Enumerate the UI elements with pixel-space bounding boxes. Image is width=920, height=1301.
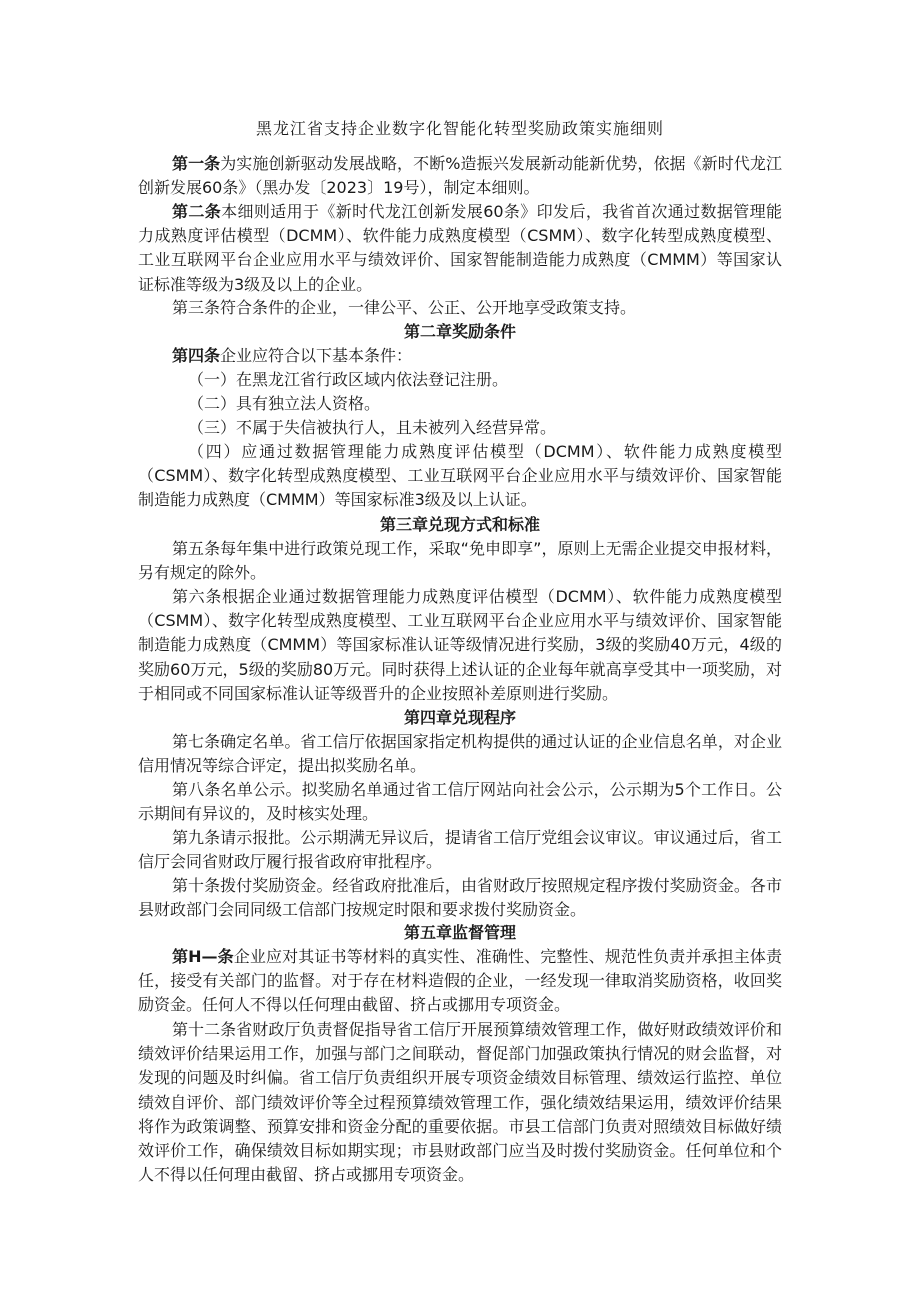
- article-3: 第三条符合条件的企业，一律公平、公正、公开地享受政策支持。: [172, 298, 637, 317]
- article-1-lead: 第一条: [172, 154, 221, 173]
- article-8: 第八条名单公示。拟奖励名单通过省工信厅网站向社会公示，公示期为5个工作日。公示期间有异议的，及时核实处理。: [138, 780, 782, 824]
- article-10: 第十条拨付奖励资金。经省政府批准后，由省财政厅按照规定程序拨付奖励资金。各市县财政部门会同同级工信部门按规定时限和要求拨付奖励资金。: [138, 876, 782, 920]
- chapter-5-heading: 第五章监督管理: [403, 923, 516, 942]
- article-11-lead: 第H—条: [172, 947, 234, 966]
- article-4-item-2: （二）具有独立法人资格。: [188, 394, 381, 413]
- article-11: [138, 945, 782, 1018]
- article-4-text: 企业应符合以下基本条件：: [220, 346, 413, 365]
- article-7: 第七条确定名单。省工信厅依据国家指定机构提供的通过认证的企业信息名单，对企业信用情况等综合评定，提出拟奖励名单。: [138, 732, 782, 776]
- article-4-lead: 第四条: [172, 346, 221, 365]
- article-5: 第五条每年集中进行政策兑现工作，采取“免申即享”，原则上无需企业提交申报材料，另有规定的除外。: [138, 539, 782, 583]
- article-1: [138, 152, 782, 200]
- article-11-text: 企业应对其证书等材料的真实性、准确性、完整性、规范性负责并承担主体责任，接受有关部门的监督。对于存在材料造假的企业，一经发现一律取消奖励资格，收回奖励资金。任何人不得以任何理由截留、挤占或挪用专项资金。: [138, 947, 782, 1015]
- chapter-2-heading: 第二章奖励条件: [403, 322, 516, 341]
- article-2: [138, 200, 782, 297]
- article-2-lead: 第二条: [172, 202, 222, 221]
- chapter-3-heading: 第三章兑现方式和标准: [379, 515, 540, 534]
- article-4-item-4: （四）应通过数据管理能力成熟度评估模型（DCMM）、软件能力成熟度模型（CSMM）、数字化转型成熟度模型、工业互联网平台企业应用水平与绩效评价、国家智能制造能力成熟度（CMMM）等国家标准3级及以上认证。: [138, 442, 782, 510]
- article-12: 第十二条省财政厅负责督促指导省工信厅开展预算绩效管理工作，做好财政绩效评价和绩效评价结果运用工作，加强与部门之间联动，督促部门加强政策执行情况的财会监督，对发现的问题及时纠偏。省工信厅负责组织开展专项资金绩效目标管理、绩效运行监控、单位绩效自评价、部门绩效评价等全过程预算绩效管理工作，强化绩效结果运用，绩效评价结果将作为政策调整、预算安排和资金分配的重要依据。市县工信部门负责对照绩效目标做好绩效评价工作，确保绩效目标如期实现；市县财政部门应当及时拨付奖励资金。任何单位和个人不得以任何理由截留、挤占或挪用专项资金。: [138, 1020, 782, 1185]
- article-9: 第九条请示报批。公示期满无异议后，提请省工信厅党组会议审议。审议通过后，省工信厅会同省财政厅履行报省政府审批程序。: [138, 828, 782, 872]
- article-4-item-1: （一）在黑龙江省行政区域内依法登记注册。: [188, 370, 509, 389]
- article-6: 第六条根据企业通过数据管理能力成熟度评估模型（DCMM）、软件能力成熟度模型（CSMM）、数字化转型成熟度模型、工业互联网平台企业应用水平与绩效评价、国家智能制造能力成熟度（CMMM）等国家标准认证等级情况进行奖励，3级的奖励40万元，4级的奖励60万元，5级的奖励80万元。同时获得上述认证的企业每年就高享受其中一项奖励，对于相同或不同国家标准认证等级晋升的企业按照补差原则进行奖励。: [138, 587, 782, 703]
- article-2-text: 本细则适用于《新时代龙江创新发展60条》印发后，我省首次通过数据管理能力成熟度评估模型（DCMM）、软件能力成熟度模型（CSMM）、数字化转型成熟度模型、工业互联网平台企业应用水平与绩效评价、国家智能制造能力成熟度（CMMM）等国家认证标准等级为3级及以上的企业。: [138, 202, 782, 294]
- article-1-text: 为实施创新驱动发展战略，不断%造振兴发展新动能新优势，依据《新时代龙江创新发展60条》（黑办发〔2023〕19号），制定本细则。: [138, 154, 782, 198]
- article-4: [138, 344, 782, 368]
- article-4-item-3: （三）不属于失信被执行人，且未被列入经营异常。: [188, 418, 557, 437]
- document-title: 黑龙江省支持企业数字化智能化转型奖励政策实施细则: [255, 119, 664, 138]
- chapter-4-heading: 第四章兑现程序: [403, 708, 516, 727]
